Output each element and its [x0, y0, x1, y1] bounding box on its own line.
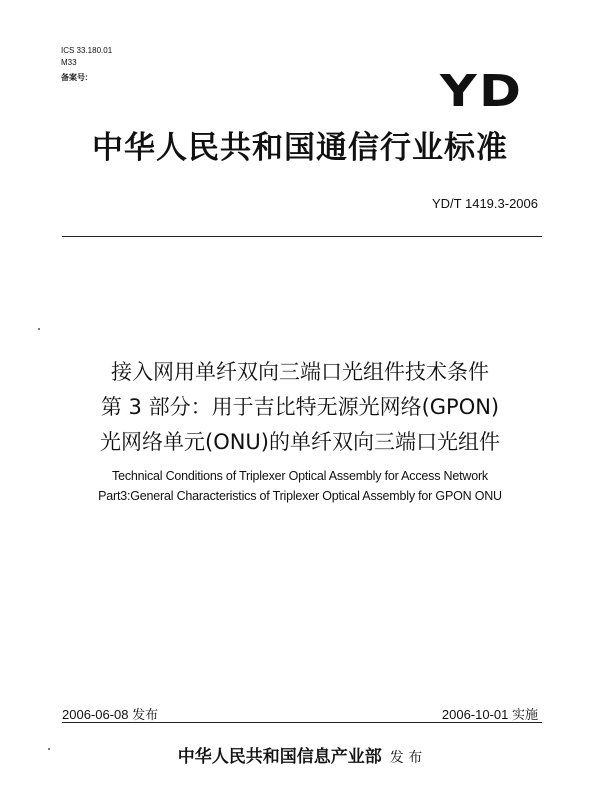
standard-category-title: 中华人民共和国通信行业标准 [92, 130, 508, 166]
ics-code: ICS 33.180.01 [61, 46, 113, 55]
chinese-title-line-1: 接入网用单纤双向三端口光组件技术条件 [111, 360, 489, 384]
ccs-code: M33 [61, 58, 77, 67]
yd-logo: YD [440, 66, 524, 117]
publish-label: 发 布 [389, 750, 423, 766]
registration-number-label: 备案号: [61, 73, 88, 82]
top-divider [62, 236, 542, 237]
bottom-divider [62, 722, 542, 723]
scan-speck [48, 748, 50, 750]
english-title-line-1: Technical Conditions of Triplexer Optical Assembly for Access Network [112, 469, 488, 483]
issuing-authority [0, 745, 600, 770]
chinese-title-line-3: 光网络单元(ONU)的单纤双向三端口光组件 [100, 430, 500, 454]
scan-speck [38, 328, 40, 330]
issue-date: 2006-06-08 发布 [62, 707, 159, 722]
implementation-date: 2006-10-01 实施 [441, 707, 538, 722]
issuer-name: 中华人民共和国信息产业部 [177, 747, 382, 767]
standard-number: YD/T 1419.3-2006 [432, 196, 538, 211]
english-title-line-2: Part3:General Characteristics of Triplexer Optical Assembly for GPON ONU [98, 489, 502, 503]
chinese-title-line-2: 第 3 部分：用于吉比特无源光网络(GPON) [100, 395, 500, 419]
